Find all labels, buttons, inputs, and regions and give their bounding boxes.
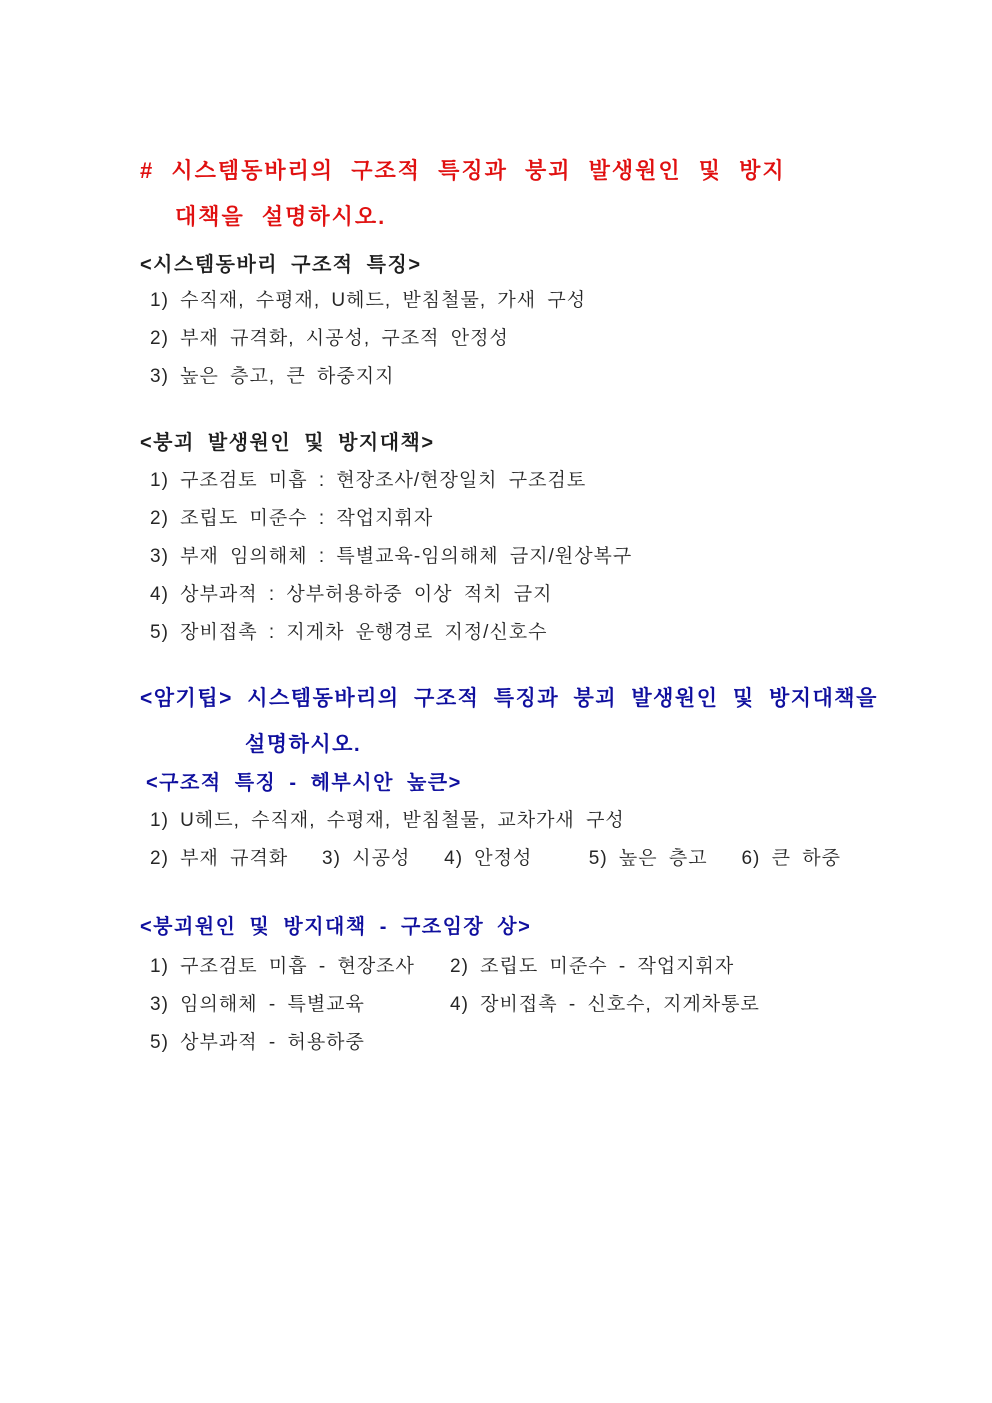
memory-tip-line2: 설명하시오. — [245, 733, 362, 756]
list-item: 1) U헤드, 수직재, 수평재, 받침철물, 교차가새 구성 — [150, 810, 625, 831]
list-item: 3) 임의해체 - 특별교육 — [150, 994, 365, 1015]
table-row — [140, 948, 932, 986]
list-item: 2) 부재 규격화 3) 시공성 4) 안정성 5) 높은 층고 6) 큰 하중 — [150, 848, 841, 869]
list-item: 5) 상부과적 - 허용하중 — [150, 1032, 365, 1053]
section1-heading: <시스템동바리 구조적 특징> — [140, 254, 422, 276]
question-title-line2: 대책을 설명하시오. — [175, 204, 387, 229]
list-item: 4) 상부과적 : 상부허용하중 이상 적치 금지 — [150, 584, 553, 605]
section3-list — [140, 802, 932, 878]
list-item: 1) 구조검토 미흡 - 현장조사 — [150, 956, 415, 977]
list-item: 2) 조립도 미준수 : 작업지휘자 — [150, 508, 434, 529]
table-row — [140, 986, 932, 1024]
list-item: 4) 장비접촉 - 신호수, 지게차통로 — [450, 994, 760, 1015]
section4-heading: <붕괴원인 및 방지대책 - 구조임장 상> — [140, 916, 532, 938]
question-title-line1: # 시스템동바리의 구조적 특징과 붕괴 발생원인 및 방지 — [140, 158, 786, 183]
list-item: 3) 부재 임의해체 : 특별교육-임의해체 금지/원상복구 — [150, 546, 633, 567]
section3-heading: <구조적 특징 - 헤부시안 높큰> — [146, 772, 462, 794]
section2-heading: <붕괴 발생원인 및 방지대책> — [140, 432, 435, 454]
list-item: 1) 구조검토 미흡 : 현장조사/현장일치 구조검토 — [150, 470, 587, 491]
memory-tip-line1: <암기팁> 시스템동바리의 구조적 특징과 붕괴 발생원인 및 방지대책을 — [140, 687, 878, 710]
section2-list — [140, 462, 932, 652]
section1-list — [140, 282, 932, 396]
table-row — [140, 1024, 932, 1062]
list-item: 2) 부재 규격화, 시공성, 구조적 안정성 — [150, 328, 509, 349]
list-item — [450, 1024, 932, 1062]
list-item: 3) 높은 층고, 큰 하중지지 — [150, 366, 395, 387]
list-item: 2) 조립도 미준수 - 작업지휘자 — [450, 956, 735, 977]
list-item: 5) 장비접촉 : 지게차 운행경로 지정/신호수 — [150, 622, 548, 643]
list-item: 1) 수직재, 수평재, U헤드, 받침철물, 가새 구성 — [150, 290, 587, 311]
section4-list — [140, 948, 932, 1062]
